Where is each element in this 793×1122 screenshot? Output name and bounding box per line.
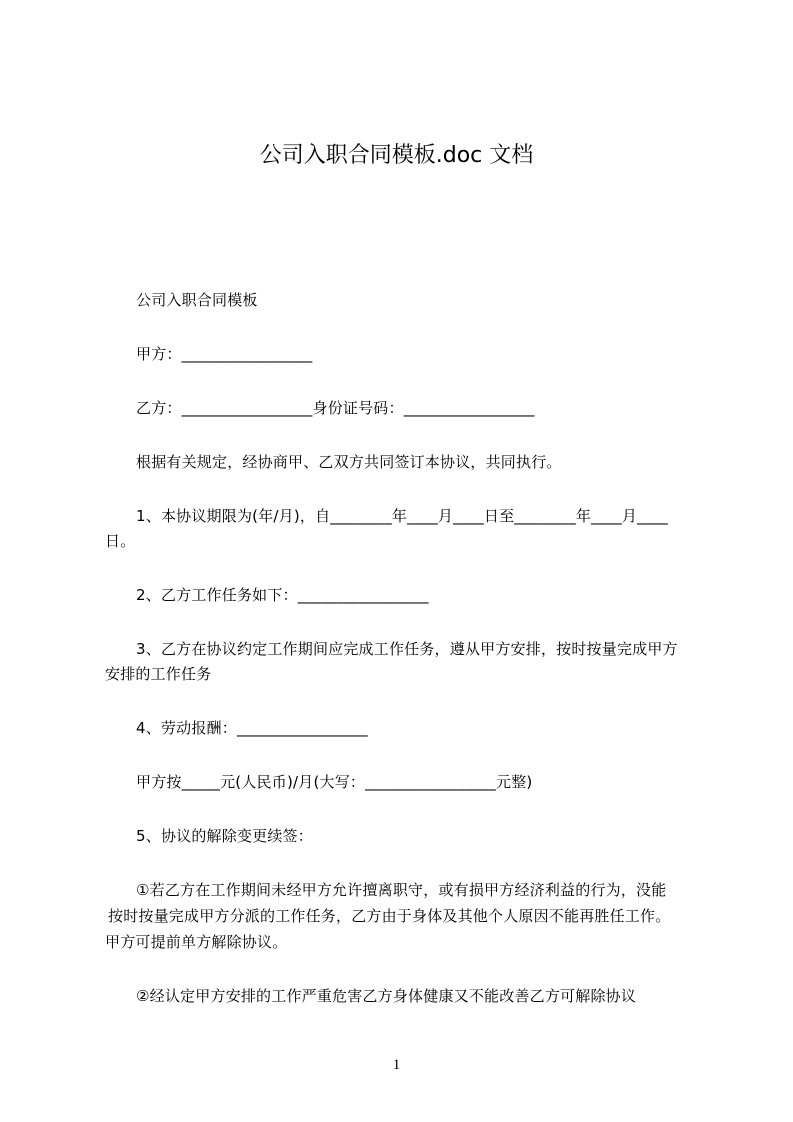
clause-5-item-1-line-3: 甲方可提前单方解除协议。 xyxy=(105,933,288,951)
document-title: 公司入职合同模板.doc 文档 xyxy=(259,143,534,168)
clause-1-line-2: 日。 xyxy=(105,532,136,550)
clause-1-line-1: 1、本协议期限为(年/月)，自________年____月____日至________年____月____ xyxy=(136,507,668,525)
clause-2-line: 2、乙方工作任务如下：_________________ xyxy=(136,586,429,604)
preamble-line: 根据有关规定，经协商甲、乙双方共同签订本协议，共同执行。 xyxy=(136,453,562,471)
clause-5-item-1-line-2: 按时按量完成甲方分派的工作任务，乙方由于身体及其他个人原因不能再胜任工作。 xyxy=(108,907,671,925)
salary-line: 甲方按_____元(人民币)/月(大写：_________________元整) xyxy=(136,773,533,791)
section-heading: 公司入职合同模板 xyxy=(136,291,258,309)
clause-5-item-2-line: ②经认定甲方安排的工作严重危害乙方身体健康又不能改善乙方可解除协议 xyxy=(136,987,637,1005)
party-a-line: 甲方：_________________ xyxy=(136,345,313,363)
clause-5-item-1-line-1: ①若乙方在工作期间未经甲方允许擅离职守，或有损甲方经济利益的行为，没能 xyxy=(136,881,667,899)
page-number: 1 xyxy=(392,1057,401,1073)
clause-3-line-1: 3、乙方在协议约定工作期间应完成工作任务，遵从甲方安排，按时按量完成甲方 xyxy=(136,640,678,658)
party-b-line: 乙方：_________________身份证号码：_________________ xyxy=(136,399,535,417)
clause-3-line-2: 安排的工作任务 xyxy=(105,665,212,683)
clause-4-line: 4、劳动报酬：_________________ xyxy=(136,719,368,737)
clause-5-line: 5、协议的解除变更续签： xyxy=(136,827,313,845)
